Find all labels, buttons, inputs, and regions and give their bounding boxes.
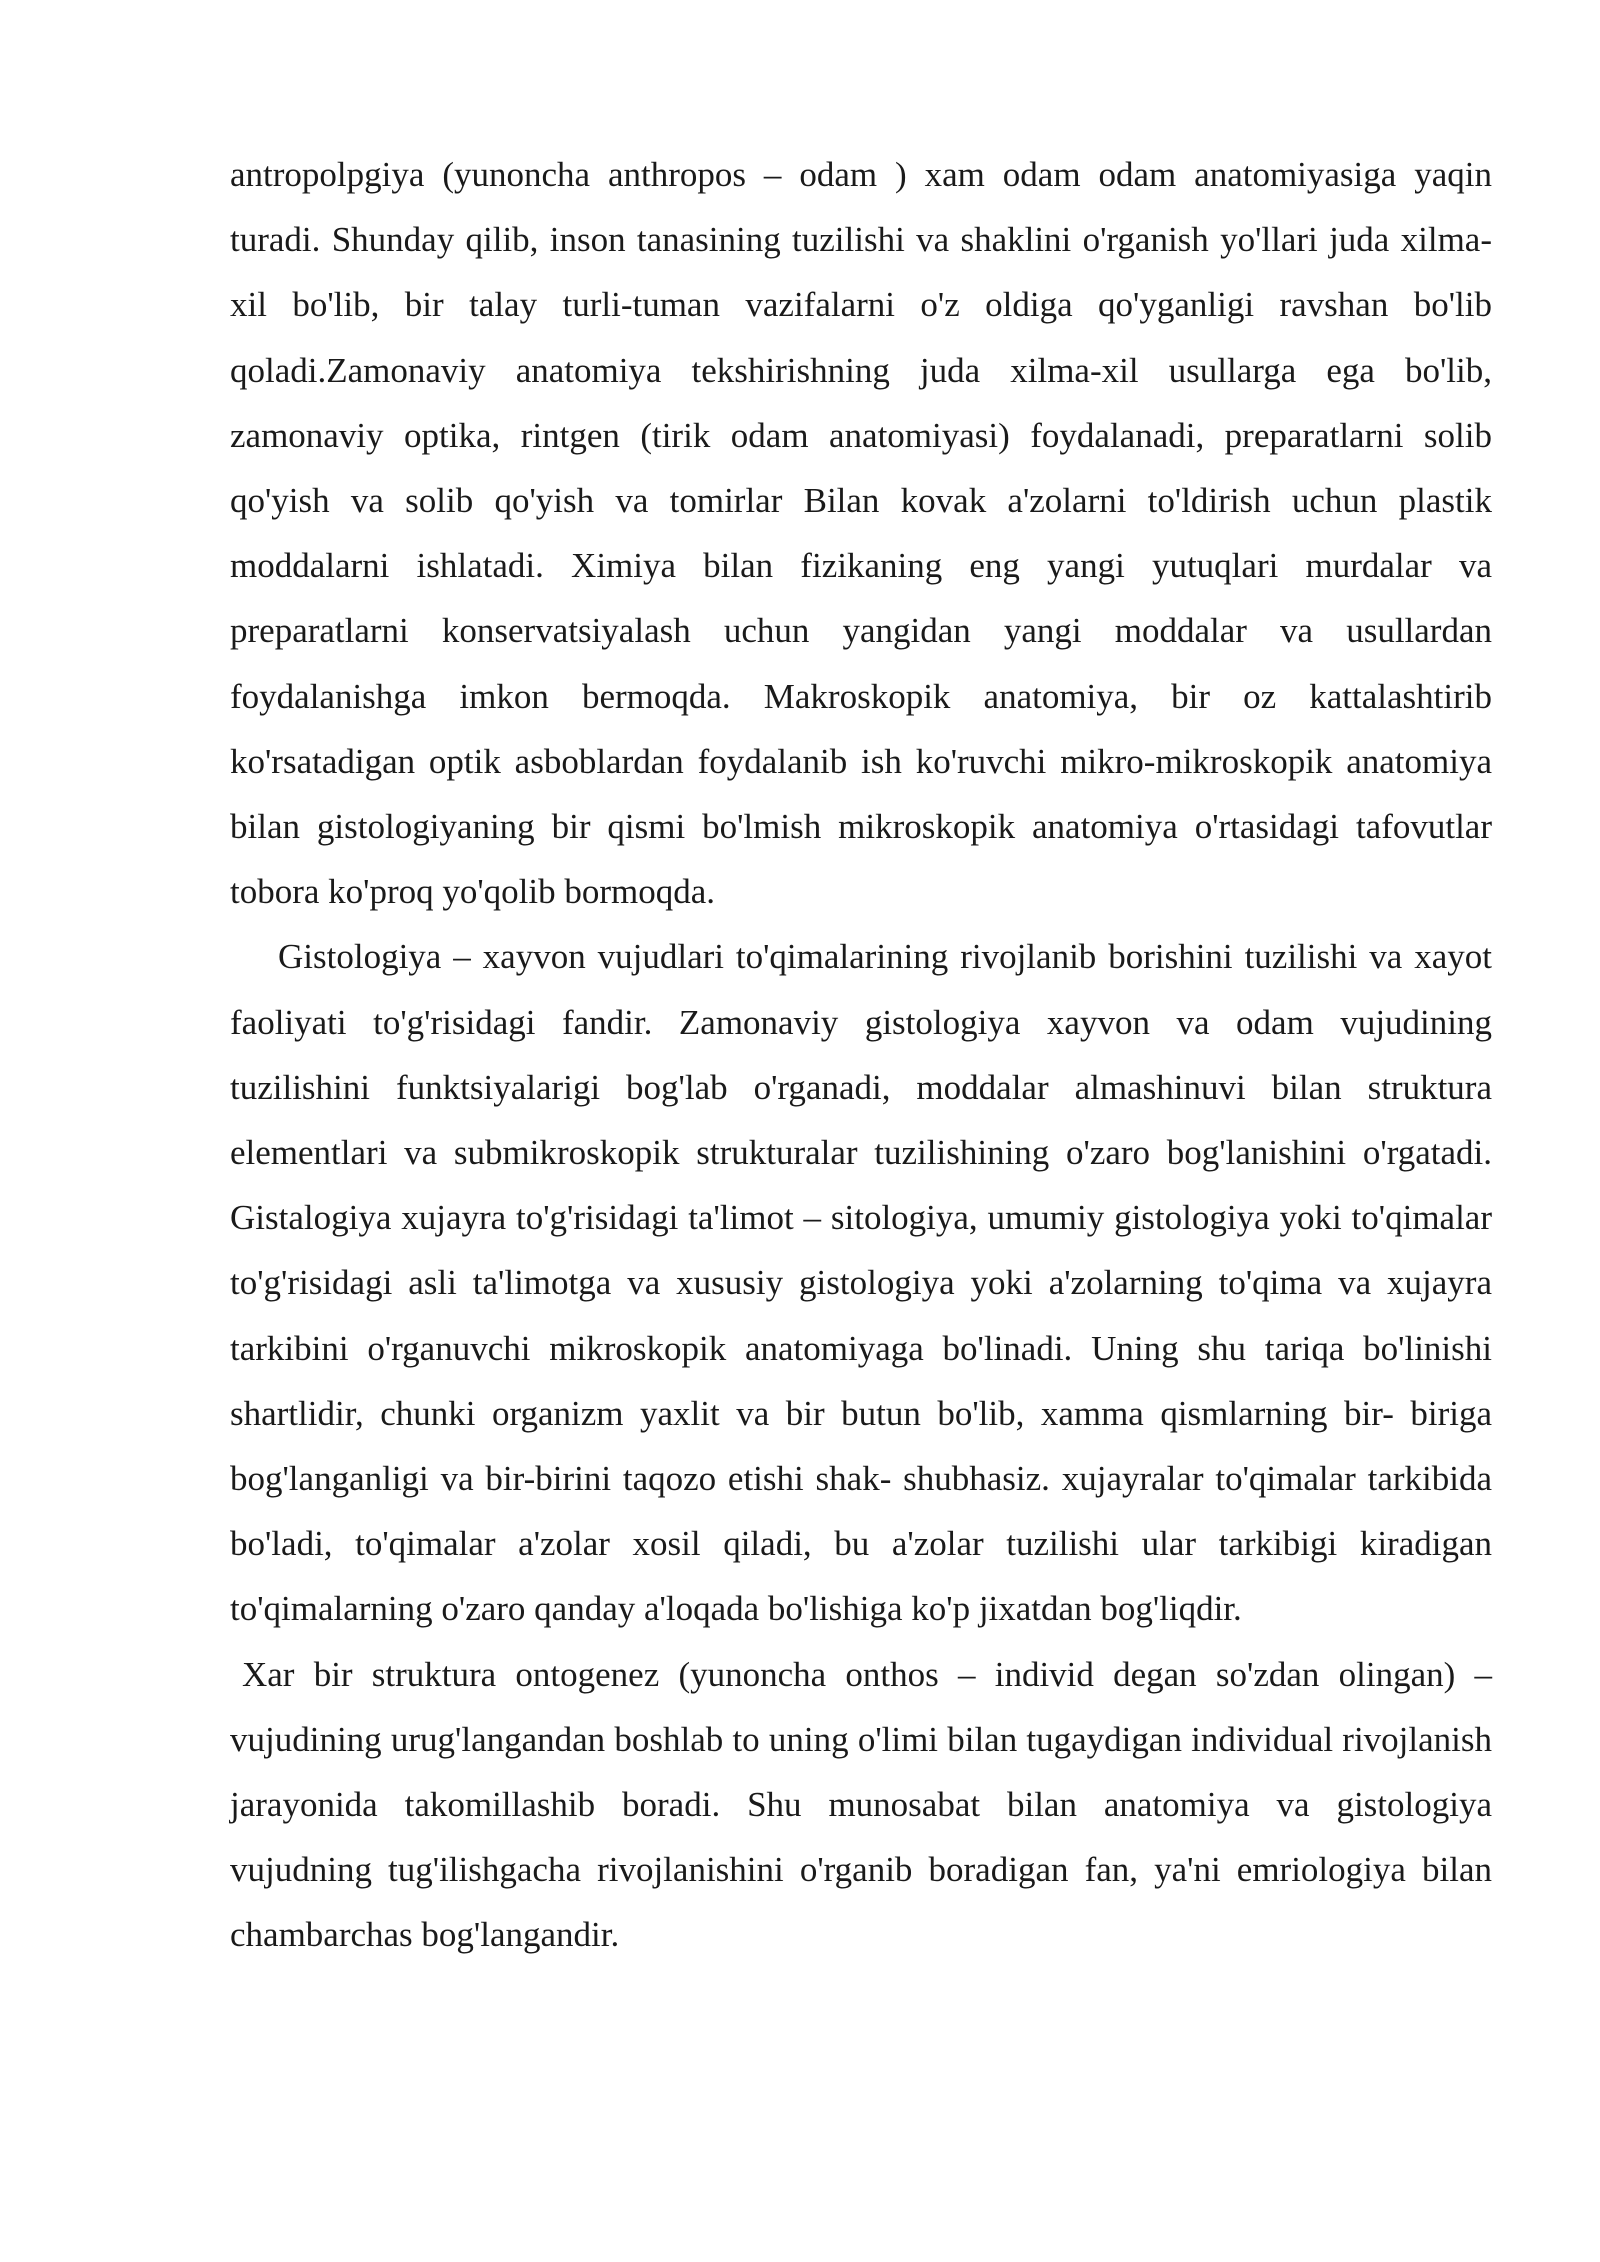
paragraph-histology: Gistologiya – xayvon vujudlari to'qimalarining rivojlanib borishini tuzilishi va xayot faoliyati to'g'risidagi fandir. Zamonaviy gistologiya xayvon va odam vujudining tuzilishini funktsiyalarigi bog'lab o'rganadi, moddalar almashinuvi bilan struktura elementlari va submikroskopik strukturalar tuzilishining o'zaro bog'lanishini o'rgatadi. Gistalogiya xujayra to'g'risidagi ta'limot – sitologiya, umumiy gistologiya yoki to'qimalar to'g'risidagi asli ta'limotga va xususiy gistologiya yoki a'zolarning to'qima va xujayra tarkibini o'rganuvchi mikroskopik anatomiyaga bo'linadi. Uning shu tariqa bo'linishi shartlidir, chunki organizm yaxlit va bir butun bo'lib, xamma qismlarning bir- biriga bog'langanligi va bir-birini taqozo etishi shak- shubhasiz. xujayralar to'qimalar tarkibida bo'ladi, to'qimalar a'zolar xosil qiladi, bu a'zolar tuzilishi ular tarkibigi kiradigan to'qimalarning o'zaro qanday a'loqada bo'lishiga ko'p jixatdan bog'liqdir. xyxy=(230,937,1492,1629)
paragraph-ontogenesis: Xar bir struktura ontogenez (yunoncha onthos – individ degan so'zdan olingan) – vujudining urug'langandan boshlab to uning o'limi bilan tugaydigan individual rivojlanish jarayonida takomillashib boradi. Shu munosabat bilan anatomiya va gistologiya vujudning tug'ilishgacha rivojlanishini o'rganib boradigan fan, ya'ni emriologiya bilan chambarchas bog'langandir. xyxy=(230,1654,1492,1955)
paragraph-anatomy: antropolpgiya (yunoncha anthropos – odam ) xam odam odam anatomiyasiga yaqin turadi. Shunday qilib, inson tanasining tuzilishi va shaklini o'rganish yo'llari juda xilma-xil bo'lib, bir talay turli-tuman vazifalarni o'z oldiga qo'yganligi ravshan bo'lib qoladi.Zamonaviy anatomiya tekshirishning juda xilma-xil usullarga ega bo'lib, zamonaviy optika, rintgen (tirik odam anatomiyasi) foydalanadi, preparatlarni solib qo'yish va solib qo'yish va tomirlar Bilan kovak a'zolarni to'ldirish uchun plastik moddalarni ishlatadi. Ximiya bilan fizikaning eng yangi yutuqlari murdalar va preparatlarni konservatsiyalash uchun yangidan yangi moddalar va usullardan foydalanishga imkon bermoqda. Makroskopik anatomiya, bir oz kattalashtirib ko'rsatadigan optik asboblardan foydalanib ish ko'ruvchi mikro-mikroskopik anatomiya bilan gistologiyaning bir qismi bo'lmish mikroskopik anatomiya o'rtasidagi tafovutlar tobora ko'proq yo'qolib bormoqda. xyxy=(230,155,1492,912)
document-body xyxy=(230,142,1492,1968)
